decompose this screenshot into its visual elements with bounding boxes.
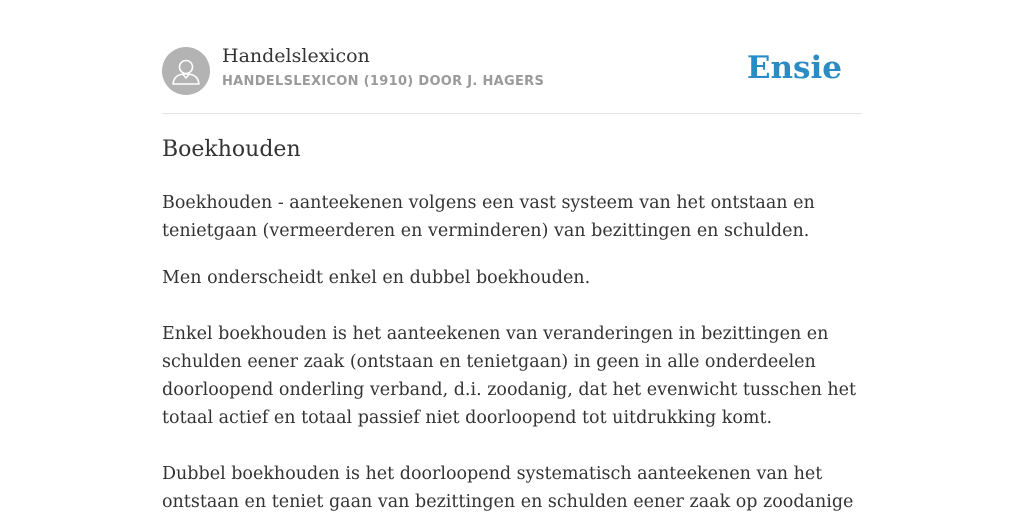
entry-title: Boekhouden: [162, 137, 301, 162]
entry-paragraph: Enkel boekhouden is het aanteekenen van veranderingen in bezittingen en schulden eener zaak (ontstaan en tenietgaan) in geen in alle onderdeelen doorloopend onderling verband, d.i. zoodanig, dat het evenwicht tusschen het totaal actief en totaal passief niet doorloopend tot uitdrukking komt.: [162, 324, 857, 428]
source-header: [162, 0, 862, 114]
ensie-logo[interactable]: Ensie: [746, 50, 842, 86]
entry-definition: Boekhouden - aanteekenen volgens een vast systeem van het ontstaan en tenietgaan (vermeerderen en verminderen) van bezittingen en schulden.: [162, 193, 815, 241]
entry-paragraph: Men onderscheidt enkel en dubbel boekhouden.: [162, 268, 591, 288]
content-container: [162, 0, 862, 512]
user-silhouette-icon: [162, 47, 210, 95]
avatar[interactable]: [162, 47, 210, 95]
entry-paragraph: Dubbel boekhouden is het doorloopend systematisch aanteekenen van het ontstaan en teniet gaan van bezittingen en schulden eener zaak op zoodanige: [162, 464, 854, 512]
source-title-link[interactable]: Handelslexicon: [222, 45, 370, 67]
source-subtitle: HANDELSLEXICON (1910) DOOR J. HAGERS: [222, 74, 545, 89]
entry-body: [162, 189, 862, 512]
